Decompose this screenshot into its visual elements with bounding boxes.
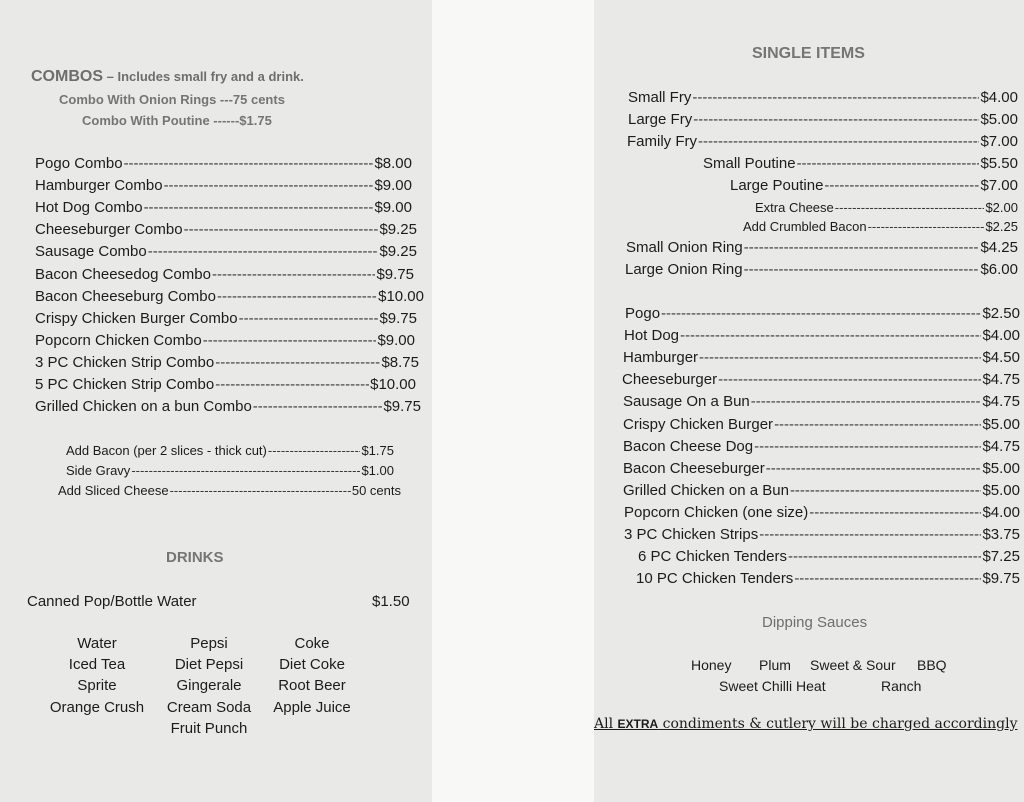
menu-item-row <box>626 239 1018 256</box>
footer-note <box>594 716 1017 732</box>
sauce-option: Ranch <box>881 678 922 694</box>
menu-item-row <box>624 327 1020 344</box>
menu-item-price: 50 cents <box>351 483 401 498</box>
menu-item-row <box>755 200 1018 215</box>
menu-item-name: Add Sliced Cheese <box>58 483 169 498</box>
menu-item-row <box>35 155 412 172</box>
drink-option: Sprite <box>77 677 117 695</box>
menu-item-row <box>622 371 1020 388</box>
dot-leader <box>215 354 380 371</box>
drink-option: Iced Tea <box>68 656 126 674</box>
dot-leader <box>698 133 979 150</box>
footer-extra: EXTRA <box>617 717 659 731</box>
menu-item-row <box>35 243 417 260</box>
menu-item-name: Hot Dog Combo <box>35 199 143 217</box>
menu-item-row <box>623 482 1020 499</box>
drink-option: Root Beer <box>278 677 346 695</box>
sauce-option: Honey <box>691 657 732 673</box>
left-menu-panel <box>0 0 432 802</box>
combo-onion-rings-note: Combo With Onion Rings ---75 cents <box>59 92 285 107</box>
dot-leader <box>144 199 374 216</box>
canned-pop-price: $1.50 <box>372 593 410 610</box>
menu-item-name: 3 PC Chicken Strips <box>624 526 759 543</box>
menu-item-name: 5 PC Chicken Strip Combo <box>35 376 215 393</box>
menu-item-name: Side Gravy <box>66 463 131 478</box>
menu-item-name: 3 PC Chicken Strip Combo <box>35 353 215 371</box>
menu-item-name: Small Fry <box>628 89 692 106</box>
menu-item-name: Bacon Cheese Dog <box>623 437 754 455</box>
dot-leader <box>131 463 360 478</box>
sauce-option: BBQ <box>917 657 947 673</box>
dot-leader <box>754 438 981 455</box>
menu-item-row <box>66 443 394 458</box>
menu-item-name: Pogo Combo <box>35 155 123 172</box>
drink-option: Diet Coke <box>279 656 345 674</box>
menu-item-price: $9.00 <box>374 199 412 217</box>
menu-item-row <box>35 310 417 327</box>
menu-item-name: Bacon Cheeseburger <box>623 459 765 477</box>
menu-item-name: Add Bacon (per 2 slices - thick cut) <box>66 443 267 458</box>
menu-item-row <box>35 266 414 283</box>
menu-item-price: $5.00 <box>982 415 1020 433</box>
menu-item-name: Grilled Chicken on a bun Combo <box>35 398 252 416</box>
menu-item-price: $1.75 <box>361 443 394 458</box>
combos-title: COMBOS <box>31 68 103 85</box>
menu-item-row <box>35 221 417 238</box>
menu-item-row <box>35 376 416 393</box>
drink-option: Water <box>77 635 117 652</box>
menu-item-row <box>625 305 1020 322</box>
right-menu-panel <box>594 0 1024 802</box>
menu-item-row <box>625 261 1018 278</box>
menu-item-row <box>35 288 424 305</box>
drink-option: Pepsi <box>190 635 228 652</box>
dot-leader <box>759 526 981 543</box>
menu-item-name: Sausage On a Bun <box>623 393 750 411</box>
menu-item-price: $4.50 <box>982 349 1020 367</box>
sauce-option: Plum <box>759 657 791 673</box>
dot-leader <box>212 266 376 283</box>
dot-leader <box>809 504 981 521</box>
menu-item-price: $10.00 <box>378 287 424 305</box>
dot-leader <box>124 155 374 172</box>
dot-leader <box>766 460 982 477</box>
menu-item-price: $9.25 <box>379 221 417 239</box>
dot-leader <box>794 570 981 587</box>
dot-leader <box>868 219 985 234</box>
menu-item-row <box>623 393 1020 410</box>
menu-item-price: $9.25 <box>379 243 417 261</box>
menu-item-row <box>58 483 401 498</box>
menu-item-name: Crispy Chicken Burger Combo <box>35 309 238 327</box>
canned-pop-label: Canned Pop/Bottle Water <box>27 593 197 610</box>
menu-item-name: Bacon Cheeseburg Combo <box>35 287 216 305</box>
dot-leader <box>718 371 981 388</box>
drink-option: Gingerale <box>176 677 242 695</box>
menu-item-row <box>623 416 1020 433</box>
menu-item-price: $4.25 <box>980 239 1018 256</box>
menu-item-name: Small Poutine <box>703 155 796 172</box>
menu-item-price: $8.00 <box>374 155 412 172</box>
menu-item-price: $3.75 <box>982 526 1020 543</box>
menu-item-name: 6 PC Chicken Tenders <box>638 548 787 566</box>
menu-item-price: $4.75 <box>982 371 1020 389</box>
menu-item-row <box>35 354 419 371</box>
menu-item-name: Hamburger Combo <box>35 177 163 195</box>
drink-option: Fruit Punch <box>170 719 248 737</box>
menu-item-price: $2.50 <box>982 305 1020 322</box>
menu-item-price: $9.75 <box>376 265 414 283</box>
drink-option: Diet Pepsi <box>174 656 244 674</box>
menu-item-name: Hamburger <box>623 349 699 367</box>
menu-item-price: $10.00 <box>370 376 416 393</box>
dot-leader <box>184 221 379 238</box>
dot-leader <box>835 200 985 215</box>
menu-item-price: $6.00 <box>980 261 1018 278</box>
menu-item-name: 10 PC Chicken Tenders <box>636 570 794 588</box>
menu-item-name: Grilled Chicken on a Bun <box>623 481 789 499</box>
page-gap <box>432 0 594 802</box>
menu-item-price: $8.75 <box>381 353 419 371</box>
menu-item-price: $1.00 <box>361 463 394 478</box>
menu-item-name: Cheeseburger <box>622 371 718 389</box>
dipping-sauces-heading: Dipping Sauces <box>762 614 868 631</box>
menu-item-row <box>624 526 1020 543</box>
menu-item-name: Pogo <box>625 305 661 322</box>
menu-item-name: Add Crumbled Bacon <box>743 219 867 234</box>
menu-item-price: $4.00 <box>982 503 1020 521</box>
dot-leader <box>239 310 379 327</box>
dot-leader <box>203 332 377 349</box>
menu-item-row <box>623 349 1020 366</box>
menu-item-name: Extra Cheese <box>755 200 834 215</box>
menu-item-row <box>628 89 1018 106</box>
menu-item-name: Small Onion Ring <box>626 239 743 256</box>
menu-item-row <box>638 548 1020 565</box>
dot-leader <box>164 177 374 194</box>
menu-item-row <box>730 177 1018 194</box>
menu-item-price: $4.00 <box>980 89 1018 106</box>
menu-item-price: $5.00 <box>980 111 1018 128</box>
menu-item-price: $4.75 <box>982 437 1020 455</box>
footer-prefix: All <box>594 716 618 732</box>
drinks-heading: DRINKS <box>166 549 224 566</box>
menu-item-price: $4.75 <box>982 393 1020 411</box>
menu-item-price: $9.00 <box>374 177 412 195</box>
dot-leader <box>774 416 981 433</box>
menu-item-name: Bacon Cheesedog Combo <box>35 265 211 283</box>
dot-leader <box>217 288 377 305</box>
menu-item-row <box>703 155 1018 172</box>
menu-item-row <box>743 219 1018 234</box>
menu-item-price: $7.25 <box>982 548 1020 566</box>
menu-item-price: $9.00 <box>377 331 415 349</box>
dot-leader <box>751 393 982 410</box>
combos-subtitle: – Includes small fry and a drink. <box>103 69 304 84</box>
menu-item-row <box>624 504 1020 521</box>
menu-item-price: $2.25 <box>985 219 1018 234</box>
menu-item-price: $7.00 <box>980 177 1018 194</box>
menu-item-price: $7.00 <box>980 133 1018 150</box>
dot-leader <box>692 89 979 106</box>
menu-item-row <box>628 111 1018 128</box>
menu-item-row <box>623 460 1020 477</box>
menu-item-name: Crispy Chicken Burger <box>623 415 774 433</box>
menu-item-name: Large Fry <box>628 111 693 128</box>
menu-item-row <box>35 398 421 415</box>
dot-leader <box>744 239 980 256</box>
menu-item-price: $9.75 <box>982 570 1020 588</box>
menu-item-row <box>35 332 415 349</box>
combos-heading <box>31 68 304 86</box>
dot-leader <box>797 155 980 172</box>
dot-leader <box>744 261 980 278</box>
menu-item-row <box>623 438 1020 455</box>
menu-item-name: Large Onion Ring <box>625 261 743 278</box>
dot-leader <box>215 376 369 393</box>
dot-leader <box>170 483 351 498</box>
menu-item-name: Popcorn Chicken (one size) <box>624 503 809 521</box>
menu-item-name: Sausage Combo <box>35 243 147 261</box>
dot-leader <box>680 327 981 344</box>
drink-option: Cream Soda <box>166 698 252 716</box>
menu-item-name: Family Fry <box>627 133 697 150</box>
menu-item-price: $2.00 <box>985 200 1018 215</box>
menu-item-price: $9.75 <box>383 398 421 416</box>
sauce-option: Sweet Chilli Heat <box>719 678 826 694</box>
drink-option: Orange Crush <box>49 698 145 716</box>
menu-item-row <box>627 133 1018 150</box>
dot-leader <box>661 305 981 322</box>
dot-leader <box>148 243 379 260</box>
footer-suffix: condiments & cutlery will be charged accordingly <box>658 716 1018 732</box>
sauce-option: Sweet & Sour <box>810 657 896 673</box>
single-items-heading: SINGLE ITEMS <box>752 45 865 62</box>
menu-item-price: $9.75 <box>379 309 417 327</box>
menu-item-row <box>35 177 412 194</box>
menu-item-row <box>636 570 1020 587</box>
menu-item-row <box>66 463 394 478</box>
dot-leader <box>824 177 979 194</box>
dot-leader <box>699 349 981 366</box>
menu-item-price: $5.50 <box>980 155 1018 172</box>
dot-leader <box>790 482 982 499</box>
dot-leader <box>788 548 981 565</box>
menu-item-name: Cheeseburger Combo <box>35 221 183 239</box>
dot-leader <box>693 111 979 128</box>
drink-option: Coke <box>294 635 330 652</box>
menu-item-price: $4.00 <box>982 327 1020 345</box>
combo-poutine-note: Combo With Poutine ------$1.75 <box>82 113 272 128</box>
menu-item-row <box>35 199 412 216</box>
dot-leader <box>253 398 383 415</box>
menu-item-name: Large Poutine <box>730 177 824 194</box>
menu-item-price: $5.00 <box>982 459 1020 477</box>
menu-item-name: Hot Dog <box>624 327 680 345</box>
menu-item-price: $5.00 <box>982 481 1020 499</box>
menu-item-name: Popcorn Chicken Combo <box>35 331 202 349</box>
drink-option: Apple Juice <box>273 698 351 716</box>
dot-leader <box>268 443 361 458</box>
